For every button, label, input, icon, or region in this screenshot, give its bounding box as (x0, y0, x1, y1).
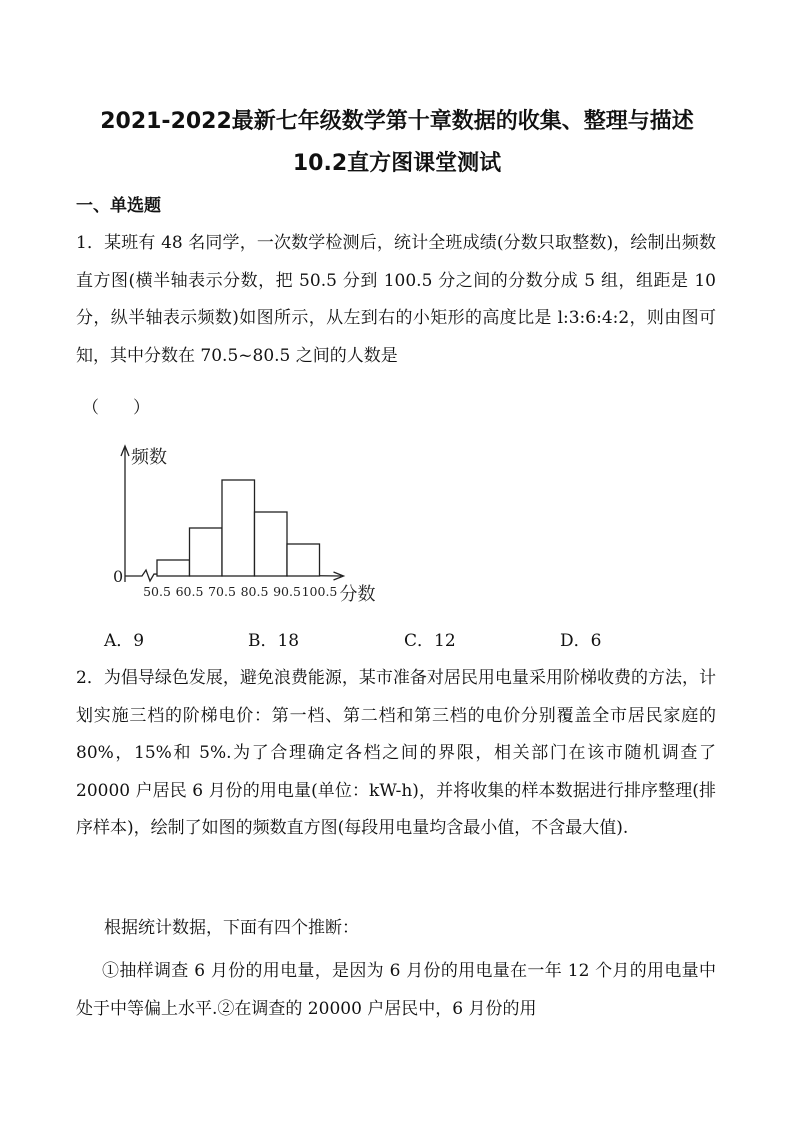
histogram-bar (255, 512, 288, 576)
question-2-intro: 根据统计数据，下面有四个推断： (104, 918, 359, 938)
histogram-bar (287, 544, 320, 576)
option-b[interactable]: B．18 (248, 631, 300, 651)
answer-options (104, 626, 724, 650)
x-axis-label: 分数 (339, 584, 376, 605)
histogram-chart (100, 438, 400, 608)
title-line-1: 2021-2022最新七年级数学第十章数据的收集、整理与描述 (100, 109, 694, 134)
origin-label: 0 (113, 567, 124, 586)
x-tick-label: 70.5 (208, 584, 236, 599)
x-tick-label: 80.5 (240, 584, 269, 599)
section-heading: 一、单选题 (76, 196, 161, 216)
option-d[interactable]: D．6 (560, 631, 602, 651)
title-line-2: 10.2直方图课堂测试 (292, 151, 502, 176)
option-a[interactable]: A．9 (104, 631, 145, 651)
question-2-inference: ①抽样调查 6 月份的用电量，是因为 6 月份的用电量在一年 12 个月的用电量中处于中等偏上水平.②在调查的 20000 户居民中，6 月份的用 (76, 961, 716, 1019)
histogram-bar (222, 480, 255, 576)
question-1-text: 1．某班有 48 名同学，一次数学检测后，统计全班成绩(分数只取整数)，绘制出频数直方图(横半轴表示分数，把 50.5 分到 100.5 分之间的分数分成 5 组，组距是 10 分，纵半轴表示频数)如图所示，从左到右的小矩形的高度比是 l:3:6:4:2，则由图可知，其中分数在 70.5~80.5 之间的人数是 (76, 233, 716, 366)
x-tick-label: 50.5 (143, 584, 171, 599)
x-tick-label: 60.5 (175, 584, 204, 599)
option-c[interactable]: C．12 (404, 631, 456, 651)
answer-paren: （ ） (82, 398, 150, 418)
y-axis-label: 频数 (131, 447, 167, 468)
histogram-bar (157, 560, 190, 576)
x-tick-label: 90.5 (273, 584, 301, 599)
question-2-text: 2．为倡导绿色发展，避免浪费能源，某市准备对居民用电量采用阶梯收费的方法，计划实施三档的阶梯电价：第一档、第二档和第三档的电价分别覆盖全市居民家庭的 80%，15%和 5%.为了合理确定各档之间的界限，相关部门在该市随机调查了 20000 户居民 6 月份的用电量(单位：kW-h)，并将收集的样本数据进行排序整理(排序样本)，绘制了如图的频数直方图(每段用电量均含最小值，不含最大值). (76, 668, 716, 838)
histogram-bar (190, 528, 223, 576)
x-tick-label: 100.5 (301, 584, 338, 599)
